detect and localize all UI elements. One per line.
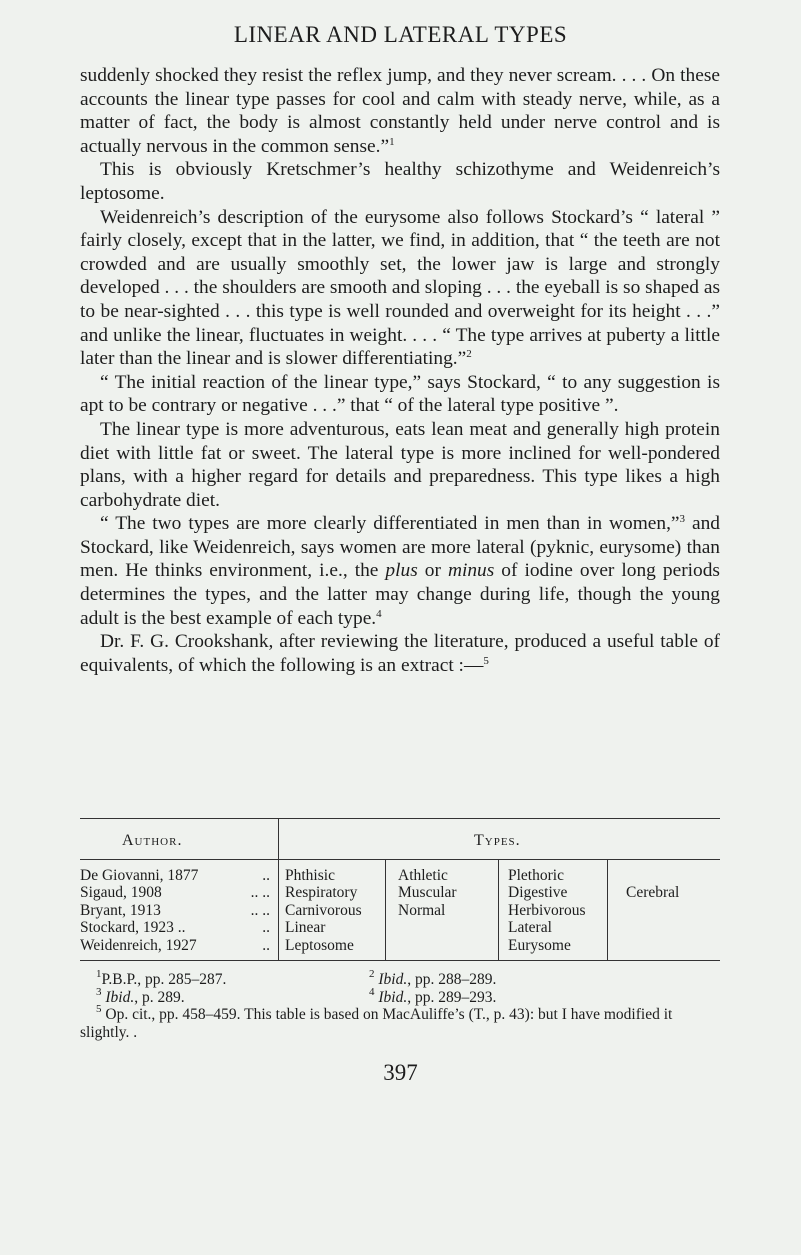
table-cell: Normal [398, 901, 446, 919]
footnote-ref-3: 3 [679, 513, 686, 526]
body-text [80, 64, 720, 677]
table-row: Stockard, 1923 .. .. [80, 919, 270, 937]
table-header-rule [80, 859, 720, 860]
table-divider [607, 859, 608, 960]
table-cell: Cerebral [626, 884, 680, 901]
paragraph-6: “ The two types are more clearly differentiated in men than in women,”$^3$ and Stockard, like Weidenreich, says women are more lateral (pyknic, eurysome) than men. He thinks environment, i.e., the plus or minus of iodine over long periods determines the types, and the latter may change during life, though the young adult is the best example of each type.$^4$ [80, 513, 720, 629]
table-divider [385, 859, 386, 960]
table-cell: Phthisic [285, 867, 335, 884]
table-cell: Leptosome [285, 936, 354, 954]
paragraph-2: This is obviously Kretschmer’s healthy schizothyme and Weidenreich’s leptosome. [80, 159, 720, 204]
table-cell: Respiratory [285, 884, 358, 902]
table-bottom-rule [80, 960, 720, 961]
paragraph-5: The linear type is more adventurous, eats lean meat and generally high protein diet with little fat or sweet. The lateral type is more inclined for well-pondered plans, with a higher regard for details and preparedness. This type likes a high carbohydrate diet. [80, 418, 720, 511]
table-cell: Eurysome [508, 936, 571, 954]
paragraph-3: Weidenreich’s description of the eurysome also follows Stockard’s “ lateral ” fairly closely, except that in the latter, we find, in addition, that “ the teeth are not crowded and are usually smoothly set, the lower jaw is large and strongly developed . . . the shoulders are smooth and sloping . . . the eyeball is so shaped as to be near-sighted . . . this type is well rounded and overweight for its height . . .” and unlike the linear, fluctuates in weight. . . . “ The type arrives at puberty a little later than the linear and is slower differentiating.”$^2$ [80, 206, 720, 370]
table-cell: Lateral [508, 919, 552, 937]
table-cell: Muscular [398, 884, 457, 902]
types-column-header: Types. [474, 832, 521, 849]
footnote-ref-4: 4 [376, 607, 382, 620]
table-cell: Linear [285, 919, 326, 937]
footnote-ref-5: 5 [483, 654, 489, 667]
paragraph-7: Dr. F. G. Crookshank, after reviewing the literature, produced a useful table of equivalents, of which the following is an extract :—$^5$ [80, 631, 720, 676]
author-column-header: Author. [122, 832, 183, 849]
table-row: De Giovanni, 1877 .. [80, 867, 270, 884]
table-divider [278, 818, 279, 960]
running-header: LINEAR AND LATERAL TYPES [233, 22, 568, 47]
footnote-4: $^4$ Ibid., pp. 289–293. [369, 985, 497, 1006]
footnote-5: $^5$ Op. cit., pp. 458–459. This table is based on MacAuliffe’s (T., p. 43): but I have modified it slightly. . [80, 1003, 673, 1041]
footnote-2: $^2$ Ibid., pp. 288–289. [369, 968, 497, 988]
table-cell: Carnivorous [285, 901, 362, 919]
paragraph-1: suddenly shocked they resist the reflex jump, and they never scream. . . . On these accounts the linear type passes for cool and calm with steady nerve, while, as a matter of fact, the body is almost constantly held under nerve control and is actually nervous in the common sense.”$^1$ [80, 65, 720, 157]
table-cell: Plethoric [508, 867, 564, 884]
type-column-1 [285, 867, 362, 954]
author-column [80, 867, 270, 954]
table-cell: Digestive [508, 884, 568, 902]
footnote-1: $^1$P.B.P., pp. 285–287. [96, 968, 227, 988]
footnote-3: $^3$ Ibid., p. 289. [96, 985, 185, 1006]
footnote-ref-2: 2 [466, 348, 472, 361]
type-column-4 [626, 884, 679, 901]
type-column-2 [398, 867, 457, 919]
table-row: Weidenreich, 1927 .. [80, 936, 270, 954]
table-row: Sigaud, 1908 .. .. [80, 884, 270, 902]
footnote-row [80, 968, 720, 989]
footnote-row [80, 985, 720, 1007]
table-top-rule [80, 818, 720, 819]
footnote-ref-1: 1 [389, 135, 395, 148]
footnotes [80, 968, 720, 1041]
table-row: Bryant, 1913 .. .. [80, 901, 270, 919]
page-number: 397 [383, 1060, 418, 1085]
table-divider [498, 859, 499, 960]
type-column-3 [508, 867, 586, 954]
paragraph-4: “ The initial reaction of the linear type,” says Stockard, “ to any suggestion is apt to be contrary or negative . . .” that “ of the lateral type positive ”. [80, 371, 720, 417]
table-cell: Herbivorous [508, 901, 586, 919]
table-cell: Athletic [398, 867, 448, 884]
